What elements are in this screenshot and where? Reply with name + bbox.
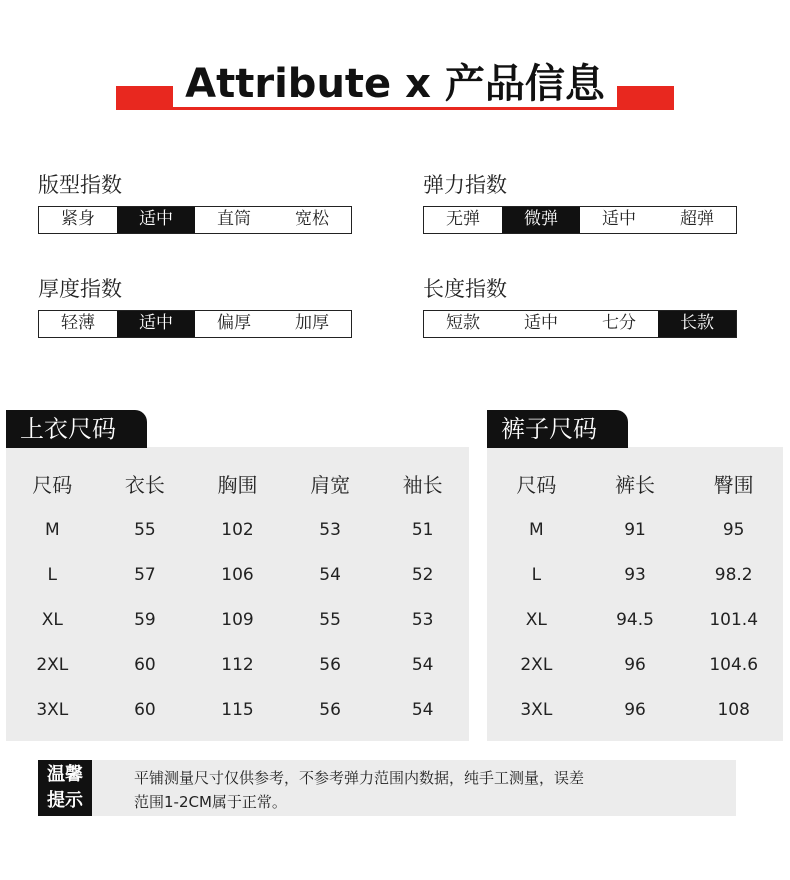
thickness-index <box>38 274 352 338</box>
table-cell: 54 <box>411 654 434 675</box>
top-size-table <box>6 459 469 732</box>
table-cell: 60 <box>134 699 156 720</box>
table-row <box>6 687 469 732</box>
stretch-index-scale <box>423 206 737 234</box>
stretch-option: 无弹 <box>446 209 480 229</box>
table-cell: 52 <box>411 564 434 585</box>
table-row <box>6 507 469 552</box>
stretch-option: 适中 <box>602 209 636 229</box>
table-row <box>487 687 783 732</box>
table-row <box>6 642 469 687</box>
length-index-label: 长度指数 <box>423 277 507 301</box>
fit-index-label: 版型指数 <box>38 173 122 197</box>
table-cell: 106 <box>221 564 254 585</box>
table-row <box>6 552 469 597</box>
table-cell: M <box>44 519 60 540</box>
table-cell: L <box>47 564 58 585</box>
table-cell: 54 <box>319 564 341 585</box>
fit-index <box>38 170 352 234</box>
tip-text-line2: 范围1-2CM属于正常。 <box>134 793 287 811</box>
table-row <box>487 507 783 552</box>
table-cell: 56 <box>319 699 341 720</box>
header-cell: 袖长 <box>402 472 443 497</box>
thickness-option: 适中 <box>117 311 195 337</box>
table-cell: 60 <box>134 654 156 675</box>
table-cell: 2XL <box>520 654 553 675</box>
pants-size-tab: 裤子尺码 <box>487 410 628 448</box>
table-cell: 93 <box>624 564 646 585</box>
thickness-index-scale <box>38 310 352 338</box>
pants-size-panel <box>487 447 783 741</box>
table-cell: L <box>531 564 542 585</box>
stretch-option: 超弹 <box>680 209 714 229</box>
tip-tag-line2: 提示 <box>47 790 83 811</box>
stretch-index-label: 弹力指数 <box>423 173 507 197</box>
header-cell: 肩宽 <box>310 472 351 497</box>
table-cell: 59 <box>134 609 156 630</box>
header-cell: 尺码 <box>516 472 557 497</box>
pants-size-table <box>487 459 783 732</box>
stretch-index <box>423 170 737 234</box>
fit-index-scale <box>38 206 352 234</box>
tip-text <box>134 766 724 814</box>
length-option: 短款 <box>446 313 480 333</box>
length-option: 长款 <box>658 311 736 337</box>
table-cell: 115 <box>221 699 254 720</box>
table-header <box>487 459 783 507</box>
fit-option: 直筒 <box>217 209 251 229</box>
table-cell: 101.4 <box>709 609 759 630</box>
table-cell: 108 <box>717 699 750 720</box>
fit-option: 紧身 <box>61 209 95 229</box>
table-cell: 54 <box>411 699 434 720</box>
thickness-option: 轻薄 <box>61 313 95 333</box>
table-cell: 94.5 <box>616 609 654 630</box>
thickness-option: 加厚 <box>295 313 329 333</box>
table-cell: 96 <box>624 699 646 720</box>
stretch-option: 微弹 <box>502 207 580 233</box>
table-row <box>487 597 783 642</box>
fit-option: 适中 <box>117 207 195 233</box>
length-index-scale <box>423 310 737 338</box>
page-title: Attribute x 产品信息 <box>0 52 790 109</box>
table-row <box>6 597 469 642</box>
length-option: 七分 <box>602 313 636 333</box>
table-row <box>487 552 783 597</box>
thickness-index-label: 厚度指数 <box>38 277 122 301</box>
table-cell: 91 <box>624 519 646 540</box>
table-cell: 102 <box>221 519 254 540</box>
tip-tag <box>38 760 92 816</box>
tip-tag-line1: 温馨 <box>47 764 83 785</box>
table-cell: 96 <box>624 654 646 675</box>
table-cell: XL <box>525 609 547 630</box>
table-cell: 104.6 <box>709 654 759 675</box>
top-size-panel <box>6 447 469 741</box>
table-cell: 53 <box>411 609 434 630</box>
thickness-option: 偏厚 <box>217 313 251 333</box>
table-cell: 57 <box>134 564 156 585</box>
length-option: 适中 <box>524 313 558 333</box>
table-cell: 53 <box>319 519 341 540</box>
table-cell: 56 <box>319 654 341 675</box>
header-cell: 裤长 <box>615 472 655 497</box>
top-size-tab: 上衣尺码 <box>6 410 147 448</box>
table-header <box>6 459 469 507</box>
table-cell: 112 <box>221 654 254 675</box>
table-cell: 3XL <box>36 699 69 720</box>
fit-option: 宽松 <box>295 209 329 229</box>
table-cell: 55 <box>319 609 341 630</box>
table-cell: 95 <box>722 519 745 540</box>
header-cell: 衣长 <box>124 472 165 497</box>
tip-text-line1: 平铺测量尺寸仅供参考，不参考弹力范围内数据，纯手工测量，误差 <box>134 769 585 787</box>
table-cell: 2XL <box>36 654 69 675</box>
tip-box <box>38 760 736 816</box>
length-index <box>423 274 737 338</box>
table-cell: XL <box>41 609 63 630</box>
table-cell: 3XL <box>520 699 553 720</box>
table-cell: 98.2 <box>714 564 753 585</box>
table-cell: 55 <box>134 519 156 540</box>
header-cell: 胸围 <box>217 472 258 497</box>
header-cell: 臀围 <box>713 472 754 497</box>
table-row <box>487 642 783 687</box>
table-cell: 51 <box>411 519 434 540</box>
table-cell: M <box>529 519 544 540</box>
header-cell: 尺码 <box>32 472 73 497</box>
table-cell: 109 <box>221 609 254 630</box>
